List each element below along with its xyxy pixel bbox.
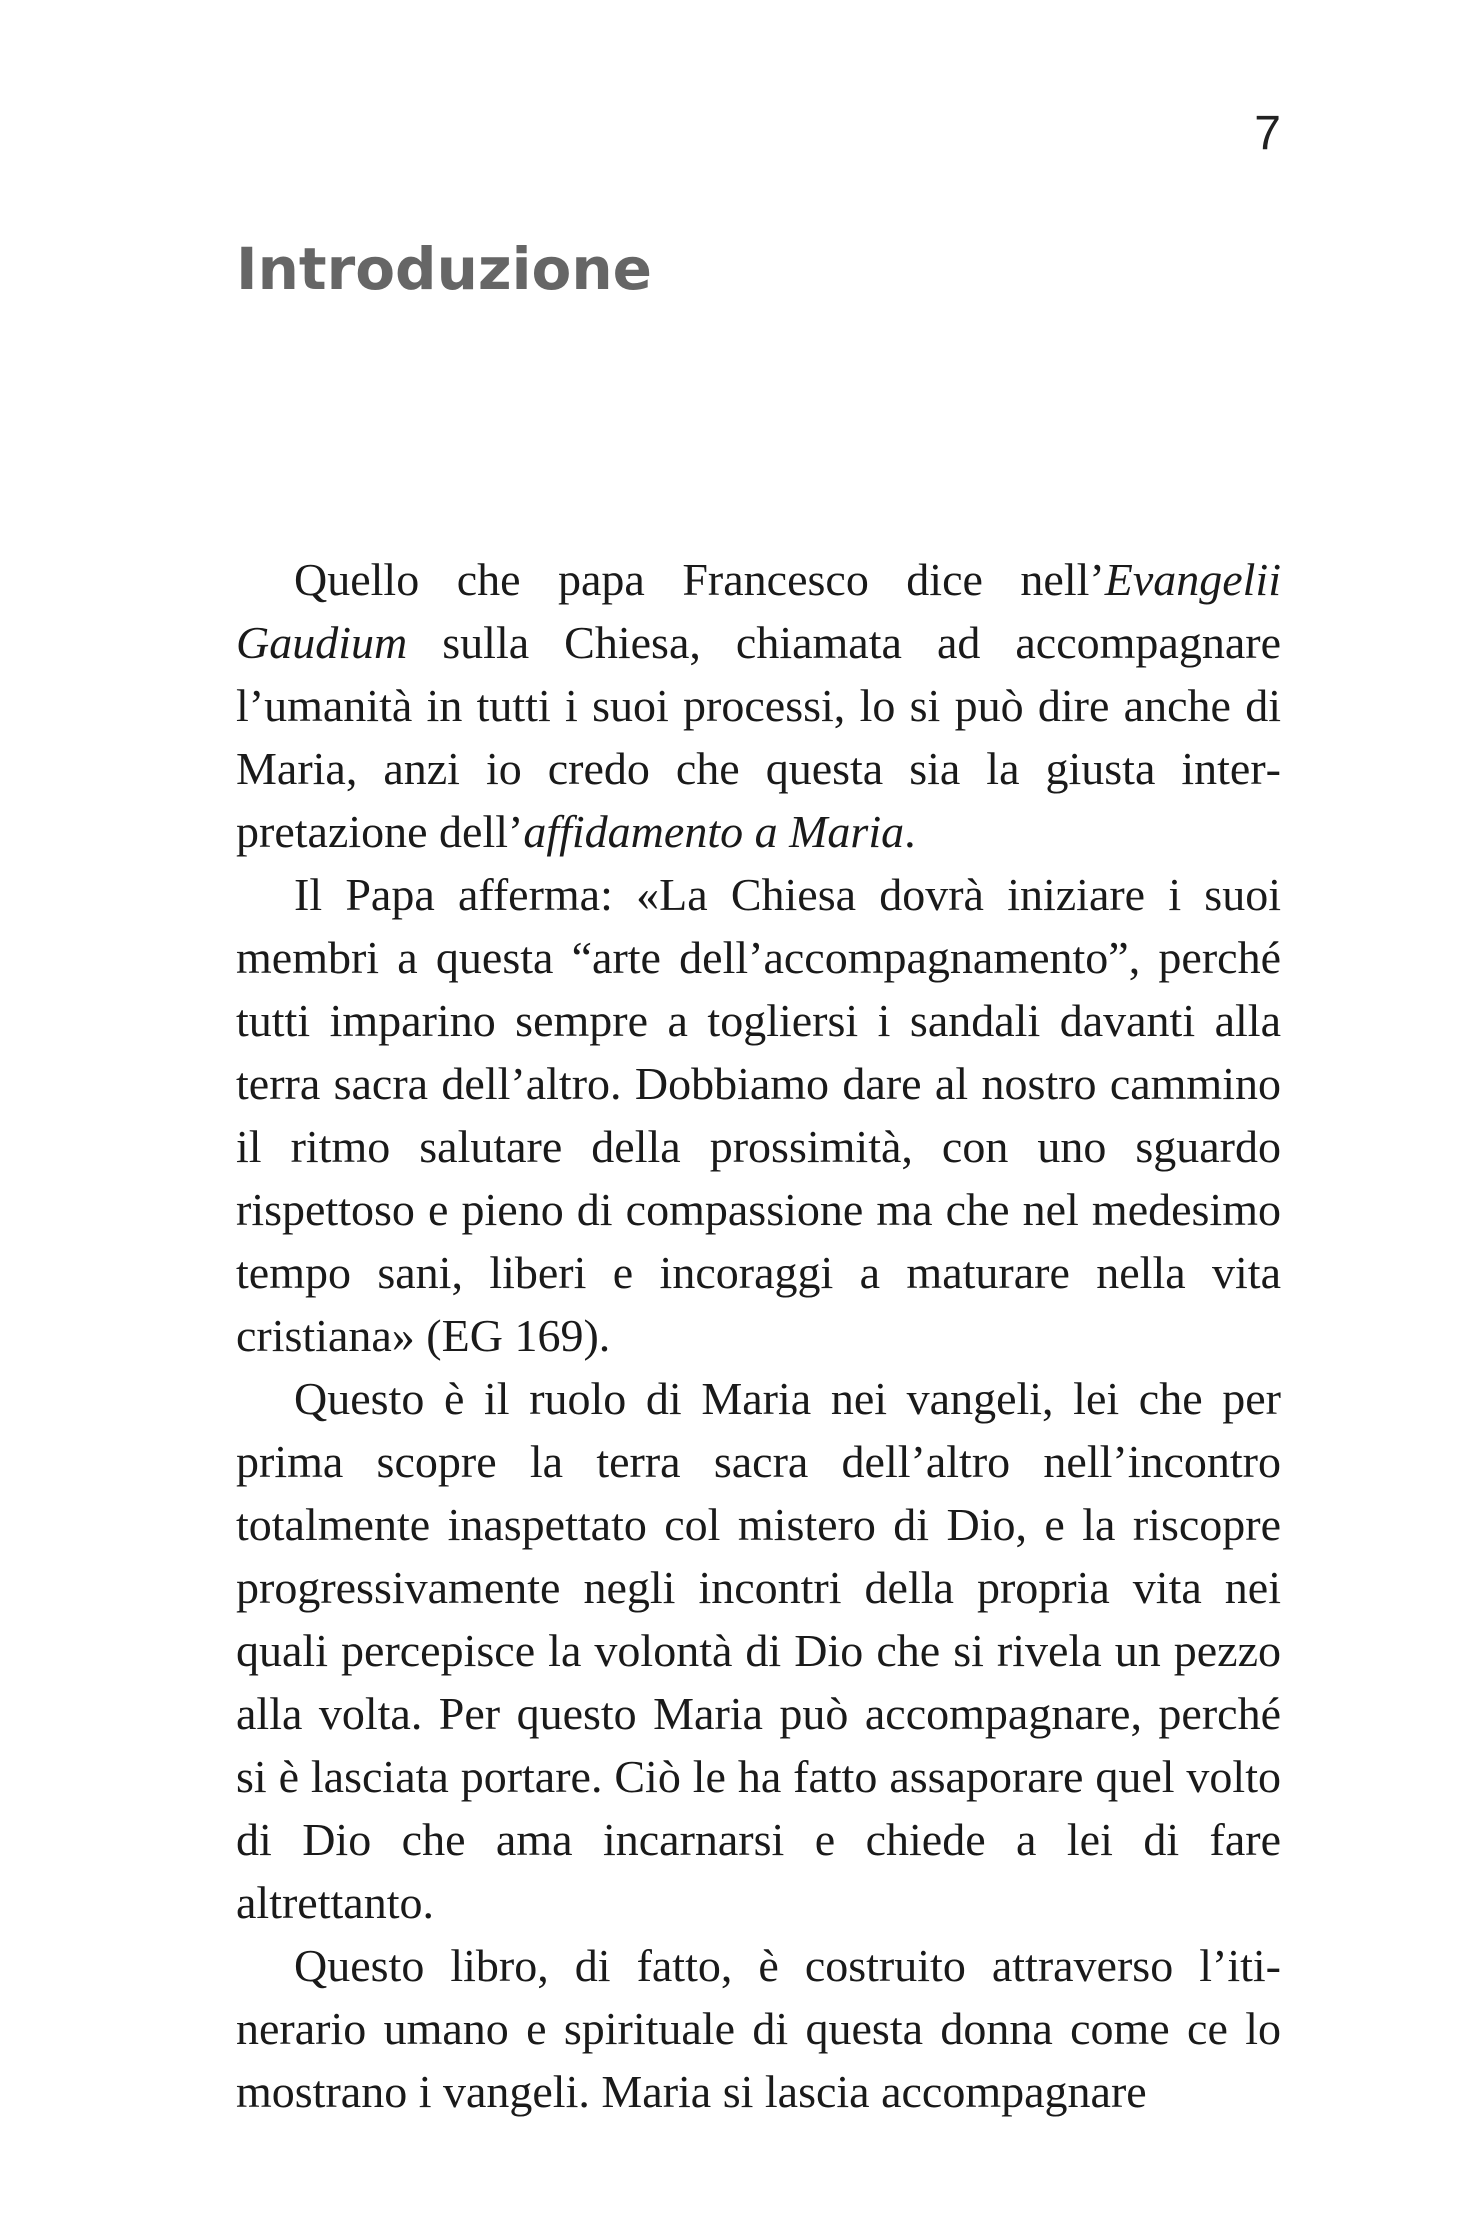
text-segment: Questo è il ruolo di Maria nei vangeli, lei che per prima scopre la terra sacra dell’altro nell’incontro totalmente inaspettato col mistero di Dio, e la riscopre progressivamente negli incontri della propria vita nei quali percepisce la volontà di Dio che si rivela un pezzo alla volta. Per questo Maria può accompagnare, perché si è lasciata portare. Ciò le ha fatto assaporare quel volto di Dio che ama incarnarsi e chiede a lei di fare altrettanto. xyxy=(236,1373,1281,1928)
italic-text: Evangelii Gaudium xyxy=(236,554,1281,668)
text-segment: . xyxy=(904,806,916,857)
paragraph xyxy=(236,863,1281,1367)
chapter-title: Introduzione xyxy=(236,235,652,303)
text-segment: Quello che papa Francesco dice nell’ xyxy=(294,554,1105,605)
italic-text: affidamento a Maria xyxy=(523,806,905,857)
text-segment: Il Papa afferma: «La Chiesa dovrà iniziare i suoi membri a questa “arte dell’accompagnamento”, perché tutti imparino sempre a togliersi i sandali davanti alla terra sacra dell’altro. Dobbiamo dare al nostro cammino il ritmo salutare della prossimità, con uno sguardo rispettoso e pieno di compassione ma che nel medesimo tempo sani, liberi e incoraggi a maturare nella vita cristiana» (EG 169). xyxy=(236,869,1281,1361)
paragraph xyxy=(236,1367,1281,1934)
paragraph xyxy=(236,1934,1281,2123)
text-segment: sulla Chiesa, chiamata ad accompagnare l’umanità in tutti i suoi processi, lo si può dire anche di Maria, anzi io credo che questa sia la giusta interpretazione dell’ xyxy=(236,617,1281,857)
body-text xyxy=(236,548,1281,2123)
text-segment: Questo libro, di fatto, è costruito attraverso l’itinerario umano e spirituale di questa donna come ce lo mostrano i vangeli. Maria si lascia accompagnare xyxy=(236,1940,1281,2117)
paragraph xyxy=(236,548,1281,863)
page-number: 7 xyxy=(1254,107,1281,160)
